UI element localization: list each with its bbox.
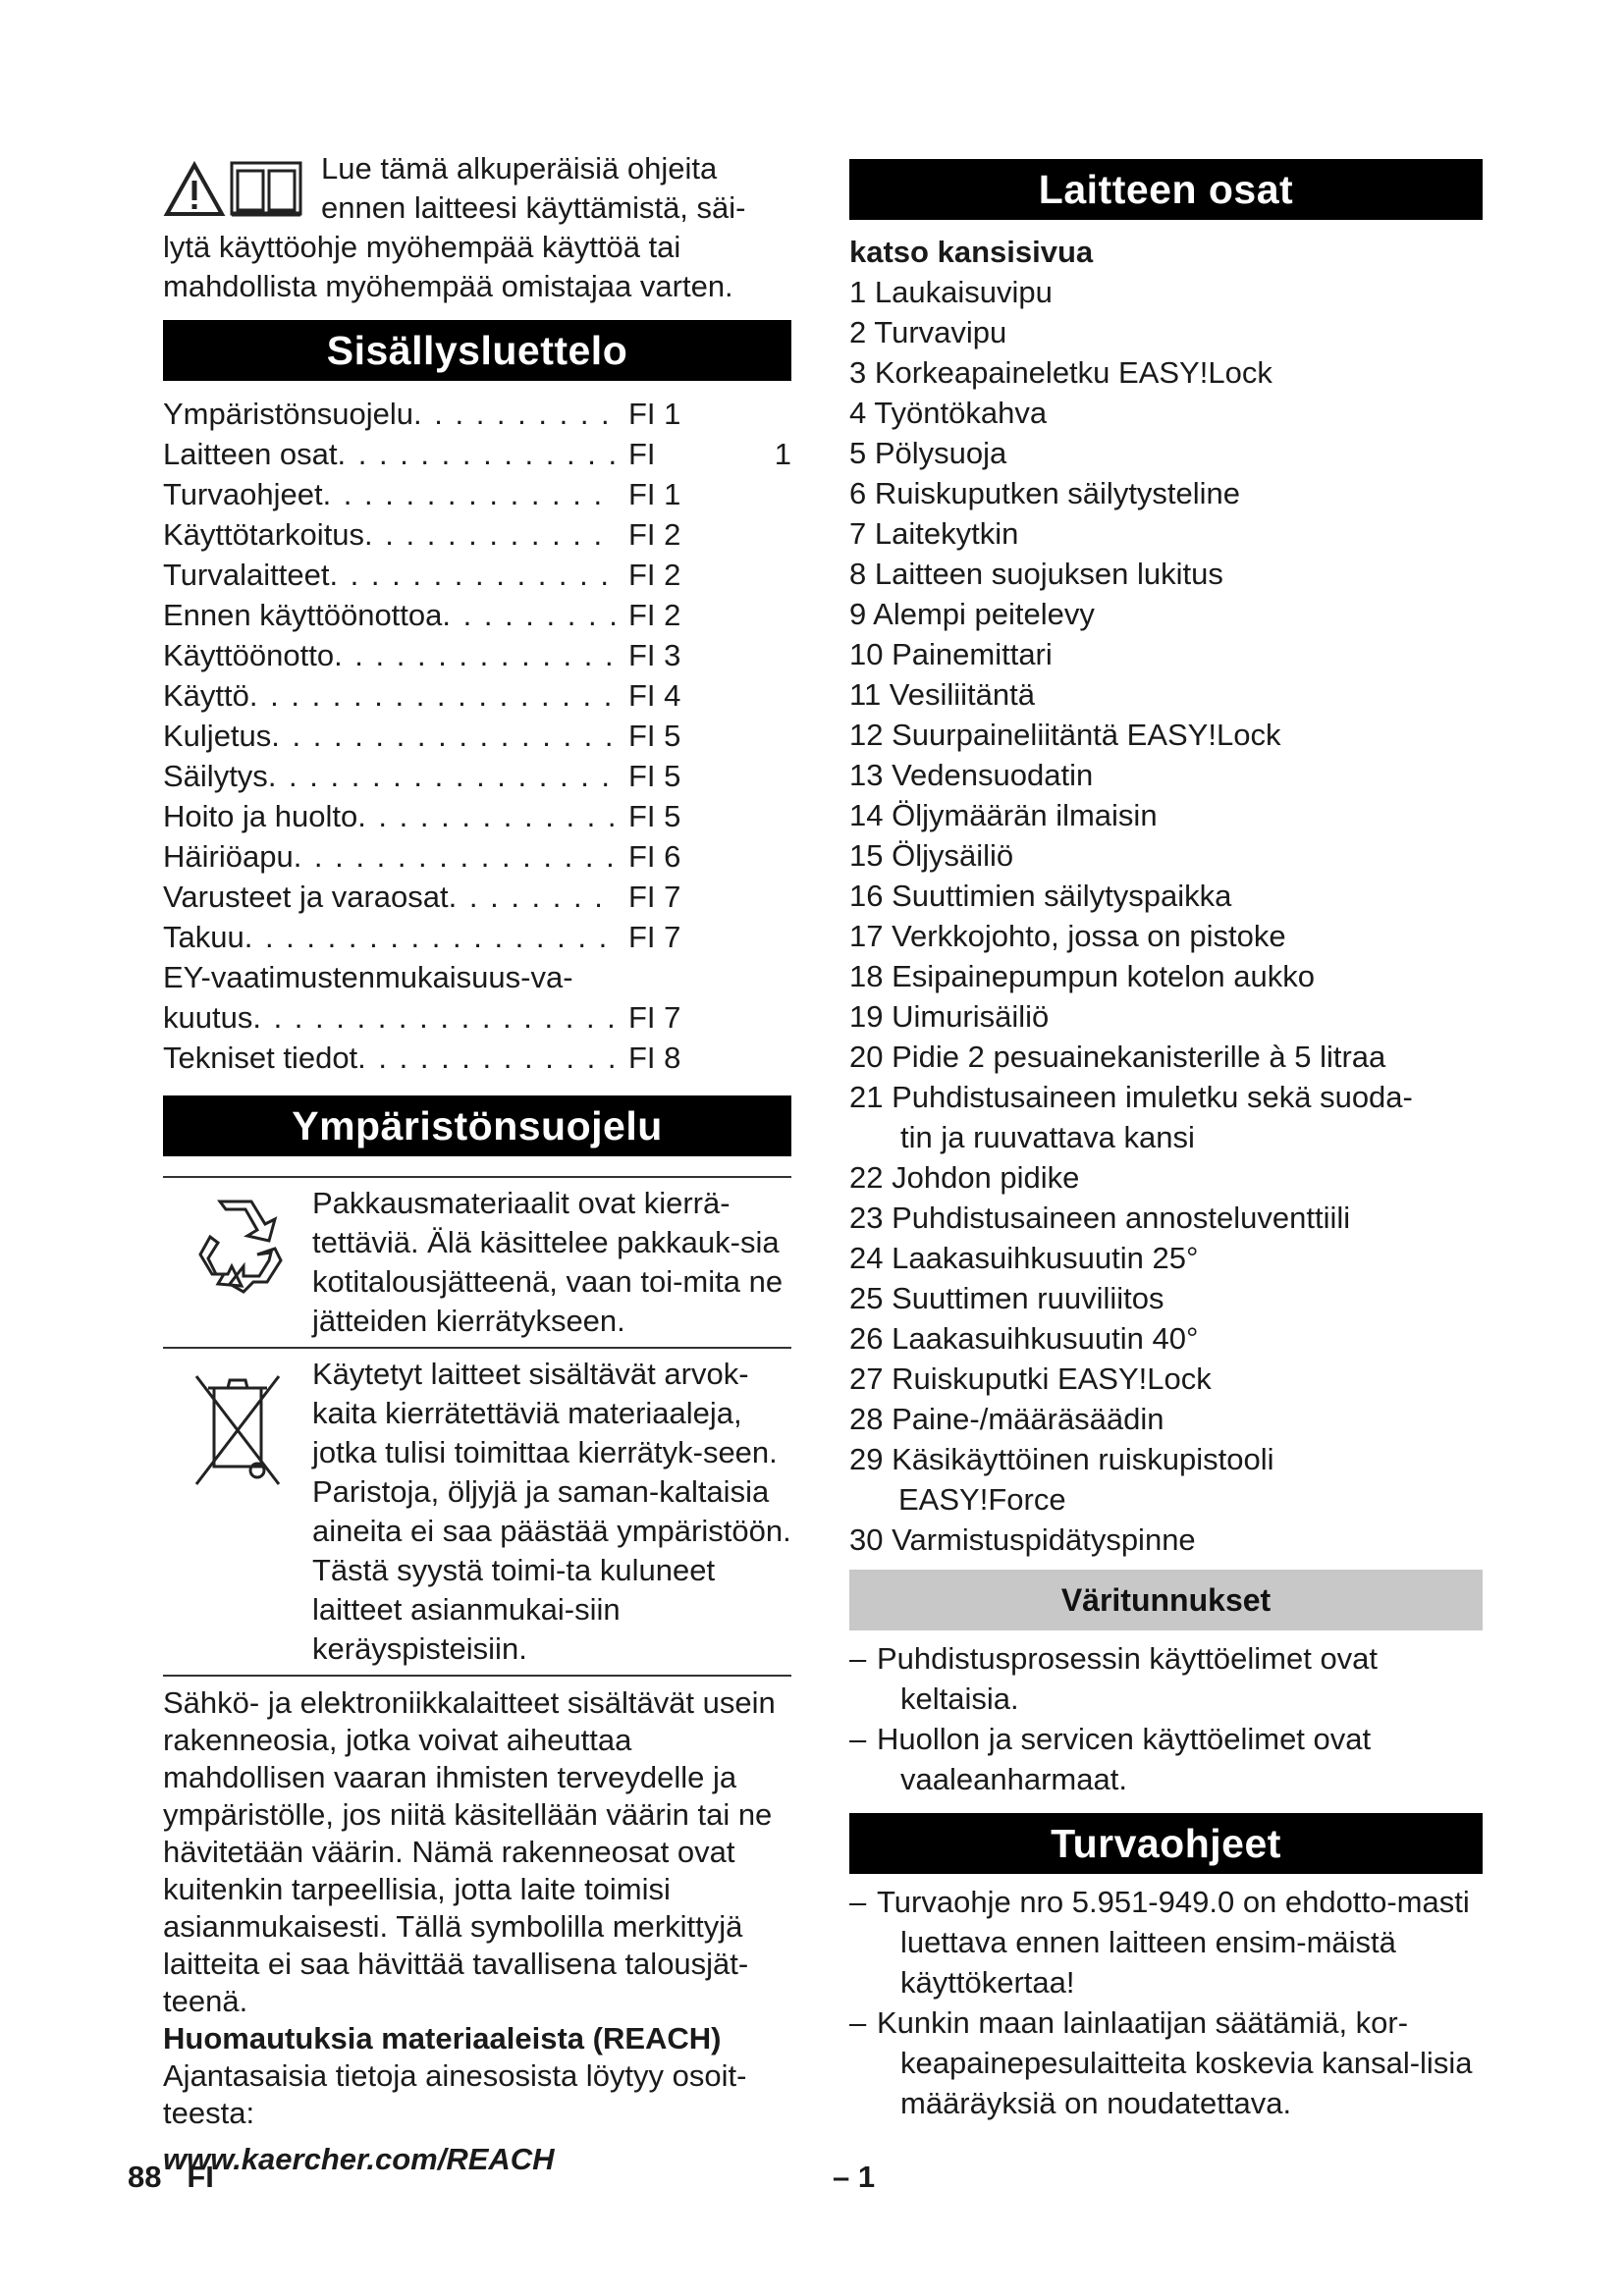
toc-dot-leader bbox=[442, 595, 615, 635]
toc-item-title: kuutus bbox=[163, 1000, 253, 1035]
parts-intro: katso kansisivua bbox=[849, 235, 1094, 269]
toc-item[interactable] bbox=[163, 997, 791, 1038]
toc-item[interactable] bbox=[163, 796, 791, 836]
parts-list-item: 21 Puhdistusaineen imuletku sekä suoda- bbox=[849, 1080, 1413, 1114]
toc-item-page: FI 1 bbox=[628, 477, 681, 511]
parts-list-item: 17 Verkkojohto, jossa on pistoke bbox=[849, 919, 1286, 953]
environment-heading: Ympäristönsuojelu bbox=[163, 1095, 791, 1156]
dash-bullet: – bbox=[849, 1641, 867, 1676]
toc-item[interactable] bbox=[163, 836, 791, 877]
toc-dot-leader bbox=[252, 997, 615, 1038]
toc-dot-leader bbox=[323, 474, 615, 514]
toc-item-title: Häiriöapu bbox=[163, 839, 294, 874]
toc-dot-leader bbox=[357, 796, 615, 836]
parts-list-item: 30 Varmistuspidätyspinne bbox=[849, 1522, 1196, 1557]
safety-list bbox=[849, 1882, 1483, 2123]
toc-item-page: FI 5 bbox=[628, 799, 681, 833]
toc-item-title: Ennen käyttöönottoa bbox=[163, 598, 443, 632]
toc-item-page: FI 2 bbox=[628, 517, 681, 552]
left-column bbox=[163, 149, 791, 2179]
parts-list-item: 3 Korkeapaineletku EASY!Lock bbox=[849, 355, 1272, 390]
toc-dot-leader bbox=[413, 394, 615, 434]
parts-list-item: tin ja ruuvattava kansi bbox=[900, 1120, 1195, 1154]
toc-item-title: Hoito ja huolto bbox=[163, 799, 358, 833]
page-subnumber: – 1 bbox=[833, 2160, 876, 2194]
parts-list-item: EASY!Force bbox=[898, 1482, 1066, 1517]
toc-item-page: FI 6 bbox=[628, 839, 681, 874]
toc-item[interactable] bbox=[163, 756, 791, 796]
toc-item-page: FI 8 bbox=[628, 1041, 681, 1075]
toc-item-title: Käyttö bbox=[163, 678, 249, 713]
env-row-devices bbox=[163, 1349, 791, 1677]
parts-list-item: 1 Laukaisuvipu bbox=[849, 275, 1053, 309]
toc-item[interactable] bbox=[163, 635, 791, 675]
toc-item-title: Tekniset tiedot bbox=[163, 1041, 358, 1075]
parts-list-item: 23 Puhdistusaineen annosteluventtiili bbox=[849, 1201, 1351, 1235]
toc-item-page: FI 7 bbox=[628, 880, 681, 914]
toc-item-title: Säilytys bbox=[163, 759, 268, 793]
intro-icons bbox=[163, 159, 305, 218]
toc-item-wrap-line1[interactable]: EY-vaatimustenmukaisuus-va- bbox=[163, 960, 573, 994]
parts-list-item: 7 Laitekytkin bbox=[849, 516, 1019, 551]
colors-list bbox=[849, 1638, 1483, 1799]
toc-dot-leader bbox=[249, 675, 615, 716]
parts-list-item: 16 Suuttimien säilytyspaikka bbox=[849, 879, 1232, 913]
toc-dot-leader bbox=[364, 514, 615, 555]
toc-item[interactable] bbox=[163, 555, 791, 595]
dash-list-item bbox=[849, 2002, 1483, 2123]
manual-book-icon bbox=[232, 163, 300, 214]
toc-item[interactable] bbox=[163, 474, 791, 514]
env-text-packaging: Pakkausmateriaalit ovat kierrä-tettäviä. Älä käsittelee pakkauk-sia kotitalousjätteenä, vaan toi-mita ne jätteiden kierrätykseen. bbox=[312, 1186, 784, 1338]
environment-table bbox=[163, 1176, 791, 1677]
dash-item-text: Kunkin maan lainlaatijan säätämiä, kor-keapainepesulaitteita koskevia kansal-lisia määräyksiä on noudatettava. bbox=[877, 2005, 1473, 2120]
toc-item[interactable] bbox=[163, 434, 791, 474]
toc-item-extra: 1 bbox=[774, 437, 791, 471]
page-number: 88 FI bbox=[128, 2160, 214, 2194]
toc-item[interactable] bbox=[163, 675, 791, 716]
toc-item[interactable] bbox=[163, 1038, 791, 1078]
toc-item-title: Varusteet ja varaosat bbox=[163, 880, 449, 914]
toc-item-page: FI 7 bbox=[628, 1000, 681, 1035]
colors-heading: Väritunnukset bbox=[849, 1570, 1483, 1630]
parts-heading: Laitteen osat bbox=[849, 159, 1483, 220]
dash-item-text: Huollon ja servicen käyttöelimet ovat vaaleanharmaat. bbox=[877, 1722, 1372, 1796]
toc-item[interactable] bbox=[163, 877, 791, 917]
intro-text-line2: ennen laitteesi käyttämistä, säi- bbox=[321, 190, 746, 225]
parts-list-item: 26 Laakasuihkusuutin 40° bbox=[849, 1321, 1199, 1356]
toc-item-page: FI 2 bbox=[628, 558, 681, 592]
dash-list-item bbox=[849, 1882, 1483, 2002]
toc-item-title: Käyttötarkoitus bbox=[163, 517, 365, 552]
toc-item-title: Käyttöönotto bbox=[163, 638, 335, 672]
toc-dot-leader bbox=[294, 836, 615, 877]
intro-text-line1: Lue tämä alkuperäisiä ohjeita bbox=[321, 151, 718, 186]
env-text-devices: Käytetyt laitteet sisältävät arvok-kaita kierrätettäviä materiaaleja, jotka tulisi toimittaa kierrätyk-seen. Paristoja, öljyjä ja saman-kaltaisia aineita ei saa päästää ympäristöön. Tästä syystä toimi-ta kuluneet laitteet asianmukai-siin keräyspisteisiin. bbox=[312, 1357, 791, 1666]
parts-list bbox=[849, 272, 1483, 1560]
toc-item[interactable] bbox=[163, 917, 791, 957]
toc-item[interactable] bbox=[163, 595, 791, 635]
toc-item-page: FI 5 bbox=[628, 759, 681, 793]
intro-text-line4: mahdollista myöhempää omistajaa varten. bbox=[163, 269, 733, 303]
toc-item-title: Turvalaitteet bbox=[163, 558, 330, 592]
toc-item-title: Takuu bbox=[163, 920, 244, 954]
warning-triangle-icon bbox=[163, 159, 305, 218]
table-of-contents bbox=[163, 394, 791, 1078]
toc-item-page: FI 4 bbox=[628, 678, 681, 713]
dash-list-item bbox=[849, 1719, 1483, 1799]
parts-list-item: 18 Esipainepumpun kotelon aukko bbox=[849, 959, 1315, 993]
parts-list-item: 8 Laitteen suojuksen lukitus bbox=[849, 557, 1223, 591]
toc-item-page: FI 3 bbox=[628, 638, 681, 672]
parts-list-item: 12 Suurpaineliitäntä EASY!Lock bbox=[849, 718, 1281, 752]
toc-item-title: Laitteen osat bbox=[163, 437, 338, 471]
safety-heading: Turvaohjeet bbox=[849, 1813, 1483, 1874]
electronics-paragraph: Sähkö- ja elektroniikkalaitteet sisältävät usein rakenneosia, jotka voivat aiheuttaa mahdollisen vaaran ihmisten terveydelle ja ympäristölle, jos niitä käsitellään väärin tai ne hävitetään väärin. Nämä rakenneosat ovat kuitenkin tarpeellisia, jotta laite toimisi asianmukaisesti. Tällä symbolilla merkittyjä laitteita ei saa hävittää tavallisena talousjät-teenä. bbox=[163, 1685, 776, 2018]
toc-dot-leader bbox=[357, 1038, 615, 1078]
dash-bullet: – bbox=[849, 2005, 867, 2040]
parts-list-item: 5 Pölysuoja bbox=[849, 436, 1007, 470]
crossed-bin-icon bbox=[163, 1355, 312, 1669]
toc-item[interactable] bbox=[163, 394, 791, 434]
parts-list-item: 6 Ruiskuputken säilytysteline bbox=[849, 476, 1241, 510]
parts-list-item: 2 Turvavipu bbox=[849, 315, 1007, 349]
parts-list-item: 11 Vesiliitäntä bbox=[849, 677, 1035, 712]
toc-item-title: Turvaohjeet bbox=[163, 477, 323, 511]
dash-item-text: Puhdistusprosessin käyttöelimet ovat keltaisia. bbox=[877, 1641, 1379, 1716]
toc-item-page: FI 1 bbox=[628, 397, 681, 431]
parts-list-item: 28 Paine-/määräsäädin bbox=[849, 1402, 1164, 1436]
parts-list-item: 29 Käsikäyttöinen ruiskupistooli bbox=[849, 1442, 1274, 1476]
toc-dot-leader bbox=[271, 716, 615, 756]
dash-item-text: Turvaohje nro 5.951-949.0 on ehdotto-masti luettava ennen laitteen ensim-mäistä käyttökertaa! bbox=[877, 1885, 1470, 2000]
env-row-packaging bbox=[163, 1178, 791, 1349]
toc-dot-leader bbox=[244, 917, 615, 957]
dash-list-item bbox=[849, 1638, 1483, 1719]
toc-dot-leader bbox=[449, 877, 615, 917]
toc-item-page: FI 2 bbox=[628, 598, 681, 632]
toc-item-page: FI 5 bbox=[628, 719, 681, 753]
toc-heading: Sisällysluettelo bbox=[163, 320, 791, 381]
toc-dot-leader bbox=[338, 434, 615, 474]
reach-text: Ajantasaisia tietoja ainesosista löytyy osoit-teesta: bbox=[163, 2058, 747, 2130]
parts-list-item: 22 Johdon pidike bbox=[849, 1160, 1080, 1195]
recycling-icon bbox=[163, 1184, 312, 1341]
parts-list-item: 15 Öljysäiliö bbox=[849, 838, 1014, 873]
intro-text-line3: lytä käyttöohje myöhempää käyttöä tai bbox=[163, 230, 681, 264]
toc-item-page: FI bbox=[628, 437, 656, 471]
reach-link[interactable]: www.kaercher.com/REACH bbox=[163, 2142, 555, 2176]
reach-heading: Huomautuksia materiaaleista (REACH) bbox=[163, 2021, 722, 2056]
toc-dot-leader bbox=[334, 635, 615, 675]
toc-dot-leader bbox=[268, 756, 615, 796]
parts-list-item: 19 Uimurisäiliö bbox=[849, 999, 1050, 1034]
toc-dot-leader bbox=[329, 555, 615, 595]
parts-list-item: 10 Painemittari bbox=[849, 637, 1053, 671]
intro-note bbox=[163, 149, 791, 306]
parts-list-item: 4 Työntökahva bbox=[849, 396, 1048, 430]
parts-list-item: 20 Pidie 2 pesuainekanisterille à 5 litraa bbox=[849, 1040, 1386, 1074]
parts-list-item: 27 Ruiskuputki EASY!Lock bbox=[849, 1362, 1212, 1396]
toc-item-page: FI 7 bbox=[628, 920, 681, 954]
toc-item-title: Ympäristönsuojelu bbox=[163, 397, 414, 431]
parts-list-item: 9 Alempi peitelevy bbox=[849, 597, 1095, 631]
dash-bullet: – bbox=[849, 1722, 867, 1756]
right-column bbox=[849, 159, 1483, 2123]
toc-item[interactable] bbox=[163, 514, 791, 555]
parts-list-item: 14 Öljymäärän ilmaisin bbox=[849, 798, 1158, 832]
parts-list-item: 25 Suuttimen ruuviliitos bbox=[849, 1281, 1164, 1315]
parts-list-item: 24 Laakasuihkusuutin 25° bbox=[849, 1241, 1199, 1275]
toc-item[interactable] bbox=[163, 716, 791, 756]
parts-list-item: 13 Vedensuodatin bbox=[849, 758, 1094, 792]
toc-item-title: Kuljetus bbox=[163, 719, 272, 753]
dash-bullet: – bbox=[849, 1885, 867, 1919]
